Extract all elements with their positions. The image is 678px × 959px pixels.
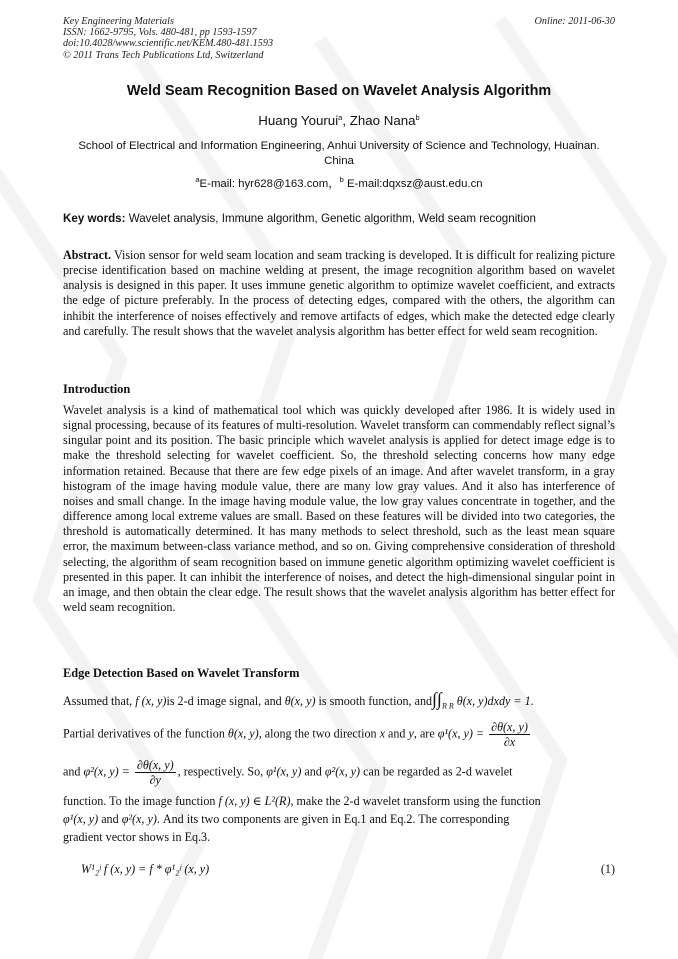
fraction-numerator: ∂θ(x, y) [491,720,528,734]
text-run: is smooth function, and [318,694,433,708]
author-1: Huang Yourui [258,113,339,128]
math-f: f (x, y) [135,694,167,708]
journal-name: Key Engineering Materials [63,16,174,27]
introduction-heading: Introduction [63,382,131,396]
email-line [40,175,638,191]
abstract-label: Abstract. [63,248,112,262]
text-run: and [63,764,81,779]
text-run: Partial derivatives of the function [63,726,225,741]
math-theta: θ(x, y) [284,694,316,708]
equation-1 [63,861,615,877]
text-line-2 [63,720,615,749]
text-run: Assumed that, [63,694,133,708]
text-run: function. To the image function [63,794,216,808]
email-a-sup: a [195,175,200,184]
equation-1-number: (1) [600,862,615,876]
text-run: and [101,812,119,826]
journal-header [63,16,615,61]
equation-1-expr: W¹₂ʲ f (x, y) = f * φ¹₂ʲ (x, y) [81,862,210,876]
math-y: y [408,726,414,741]
math-theta: θ(x, y) [227,726,259,741]
text-run: . [530,694,534,708]
text-line-6: gradient vector shows in Eq.3. [63,830,211,844]
text-run: and [388,726,406,741]
text-run: . And its two components are given in Eq.1 and Eq.2. The corresponding [156,812,510,826]
author-2-sup: b [415,113,420,122]
author-separator: , [342,113,350,128]
author-1-sup: a [338,113,343,122]
issn-line: ISSN: 1662-9795, Vols. 480-481, pp 1593-1597 [63,27,257,39]
fraction-dx [489,720,530,749]
email-a[interactable]: E-mail: hyr628@163.com， [199,178,340,190]
math-x: x [379,726,385,741]
affiliation: School of Electrical and Information Engineering, Anhui University of Science and Technology, Huainan. China [78,140,600,167]
math-integral-expr: θ(x, y)dxdy = 1 [456,694,531,708]
text-run: is 2-d image signal, and [166,694,282,708]
text-line-5 [63,811,615,827]
math-phi1: φ¹(x, y) = [437,726,485,741]
text-line-4 [63,793,615,809]
email-b[interactable]: E-mail:dqxsz@aust.edu.cn [343,178,483,190]
math-phi1: φ¹(x, y) [63,812,99,826]
fraction-dy [135,758,176,787]
integral-sign: ∫∫ [432,689,442,709]
section-heading: Edge Detection Based on Wavelet Transform [63,666,300,680]
text-run: , respectively. So, [177,764,264,779]
text-run: , along the two direction [258,726,377,741]
text-line-1 [63,691,615,714]
abstract-text: Vision sensor for weld seam location and seam tracking is developed. It is difficult for realizing picture precise identification based on machine welding at present, the image recognition algorithm based on wavelet analysis is designed in this paper. It uses immune genetic algorithm to optimize wavelet coefficient, and extracts the edge of picture preferably. In the process of detecting edges, compared with the others, the algorithm can inhibit the interference of noises effectively and remove artifacts of edges, which make the detected edge clearly and carefully. The result shows that the wavelet analysis algorithm has better effect for weld seam recognition. [63,248,615,338]
paper-title: Weld Seam Recognition Based on Wavelet Analysis Algorithm [126,83,552,99]
author-2: Zhao Nana [349,113,416,128]
math-f-in-l2: f (x, y) ∈ L²(R) [218,794,291,808]
integral-domain: R R [441,701,454,711]
fraction-denominator: ∂x [503,735,516,749]
doi-line[interactable]: doi:10.4028/www.scientific.net/KEM.480-481.1593 [63,38,274,50]
email-b-sup: b [339,175,344,184]
keywords [63,212,615,225]
math-phi2: φ²(x, y) [324,764,361,779]
text-run: , are [413,726,435,741]
text-run: , make the 2-d wavelet transform using the function [290,794,541,808]
math-phi1: φ¹(x, y) [266,764,302,779]
author-line [40,113,638,128]
fraction-denominator: ∂y [149,773,161,787]
fraction-numerator: ∂θ(x, y) [136,758,174,772]
text-run: can be regarded as 2-d wavelet [363,764,513,779]
abstract [63,248,615,339]
text-line-3 [63,758,615,787]
math-phi2: φ²(x, y) [121,812,157,826]
keywords-text: Wavelet analysis, Immune algorithm, Genetic algorithm, Weld seam recognition [125,212,536,225]
copyright-line: © 2011 Trans Tech Publications Ltd, Switzerland [63,49,264,61]
introduction-text: Wavelet analysis is a kind of mathematical tool which was quickly developed after 1986. It is widely used in signal processing, because of its features of multi-resolution. Wavelet transform can commendably reflect signal’s singular point and its position. The basic principle which wavelet analysis is applied for detect image edge is to make the threshold selecting for wavelet coefficient. So, the threshold selecting concerns how many edge information retained. Because that there are few edge pixels of an image. And after wavelet transform, in a gray histogram of the image having module value, there are many low gray values. And it also has interference of noises and small change. In the image having module value, the low gray values concentrate in together, and the difference among local extreme values are small. Based on these features will be divided into two categories, the threshold is automatically determined. It has many methods to select threshold, such as the least mean square error, the maximum between-class variance method, and so on. Giving comprehensive consideration of threshold selecting, the algorithm of seam recognition based on immune genetic algorithm optimizing wavelet coefficient is presented in this paper. It can inhibit the interference of noises, and detect the high-dimensional singular point in an image, and then obtain the clear edge. The result shows that the wavelet analysis algorithm has better effect for weld seam recognition. [63,403,615,615]
keywords-label: Key words: [63,212,126,225]
text-run: and [304,764,322,779]
math-phi2: φ²(x, y) = [83,764,130,779]
online-date: Online: 2011-06-30 [534,16,615,27]
